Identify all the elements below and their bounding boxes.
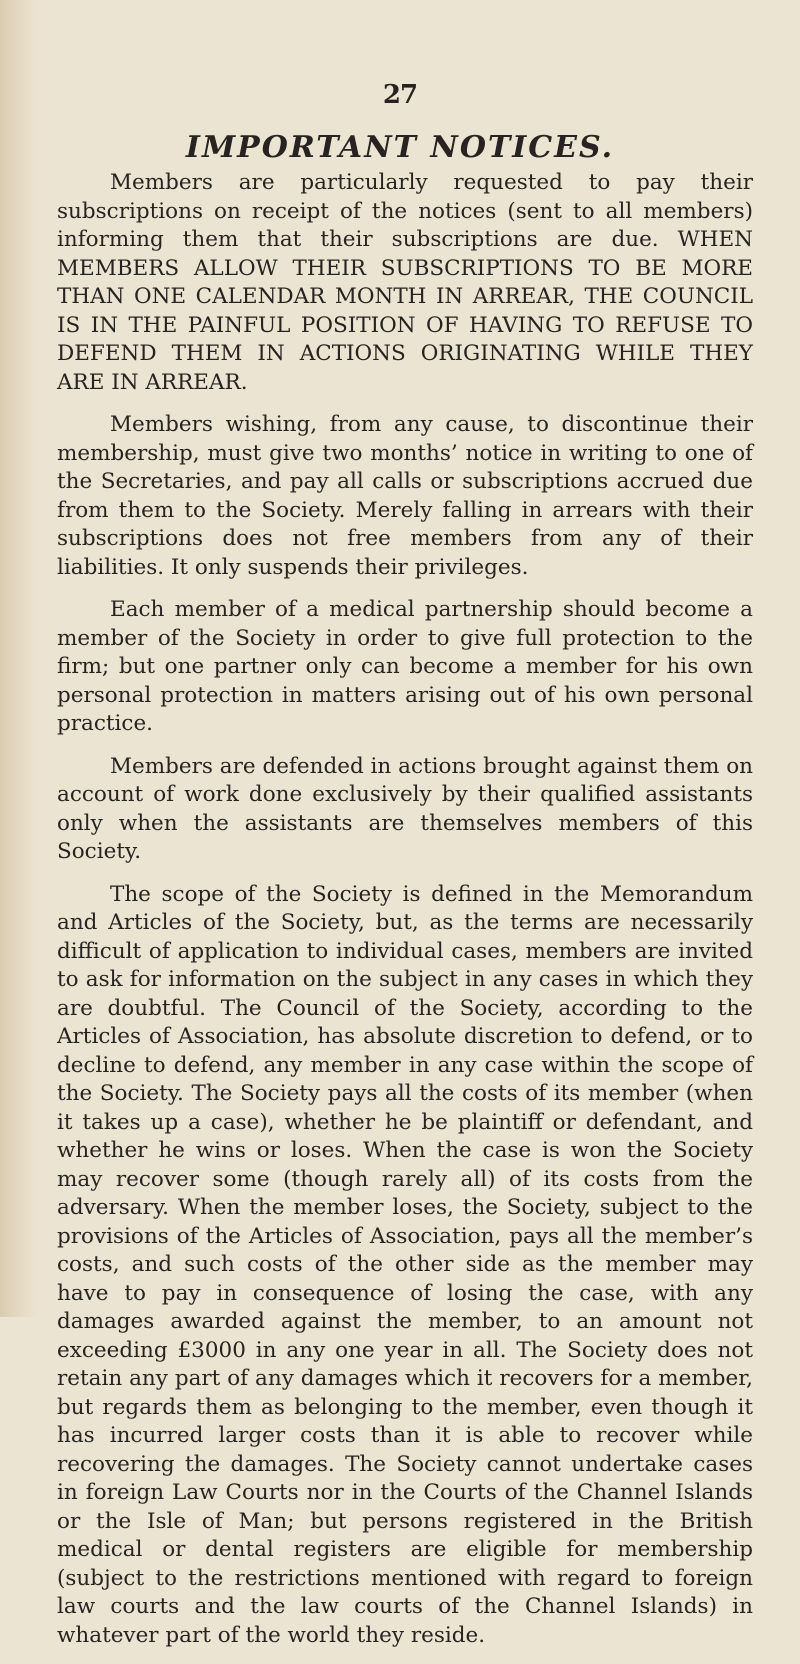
- paragraph-scope: The scope of the Society is defined in the Memorandum and Articles of the Society, but, as the terms are necessarily difficult of application to individual cases, members are invited to ask for information on the subject in any cases in which they are doubtful. The Council of the Society, according to the Articles of Association, has absolute discretion to defend, or to decline to defend, any member in any case within the scope of the Society. The Society pays all the costs of its member (when it takes up a case), whether he be plaintiff or defendant, and whether he wins or loses. When the case is won the Society may recover some (though rarely all) of its costs from the adversary. When the member loses, the Society, subject to the provisions of the Articles of Association, pays all the member’s costs, and such costs of the other side as the member may have to pay in consequence of losing the case, with any damages awarded against the member, to an amount not exceeding £3000 in any one year in all. The Society does not retain any part of any damages which it recovers for a member, but regards them as belonging to the member, even though it has incurred larger costs than it is able to recover while recovering the damages. The Society cannot undertake cases in foreign Law Courts nor in the Courts of the Channel Islands or the Isle of Man; but persons registered in the British medical or dental registers are eligible for membership (subject to the restrictions mentioned with regard to foreign law courts and the law courts of the Channel Islands) in whatever part of the world they reside.: [57, 881, 753, 1648]
- notices-body: [57, 169, 753, 1664]
- page-title: IMPORTANT NOTICES.: [185, 130, 615, 165]
- paragraph-discontinue-membership: Members wishing, from any cause, to discontinue their membership, must give two months’ notice in writing to one of the Secretaries, and pay all calls or subscriptions accrued due from them to the Society. Merely falling in arrears with their subscriptions does not free members from any of their liabilities. It only suspends their privileges.: [57, 412, 753, 580]
- page-edge-shadow: [0, 0, 40, 1317]
- paragraph-subscriptions: Members are particularly requested to pay their subscriptions on receipt of the notices (sent to all members) informing them that their subscriptions are due. WHEN MEMBERS ALLOW THEIR SUBSCRIPTIONS TO BE MORE THAN ONE CALENDAR MONTH IN ARREAR, THE COUNCIL IS IN THE PAINFUL POSITION OF HAVING TO REFUSE TO DEFEND THEM IN ACTIONS ORIGINATING WHILE THEY ARE IN ARREAR.: [57, 170, 753, 395]
- page-number: 27: [382, 80, 418, 110]
- paragraph-assistants: Members are defended in actions brought against them on account of work done exclusively by their qualified assistants only when the assistants are themselves members of this Society.: [57, 753, 753, 864]
- paragraph-partnership: Each member of a medical partnership should become a member of the Society in order to give full protection to the firm; but one partner only can become a member for his own personal protection in matters arising out of his own personal practice.: [57, 597, 753, 736]
